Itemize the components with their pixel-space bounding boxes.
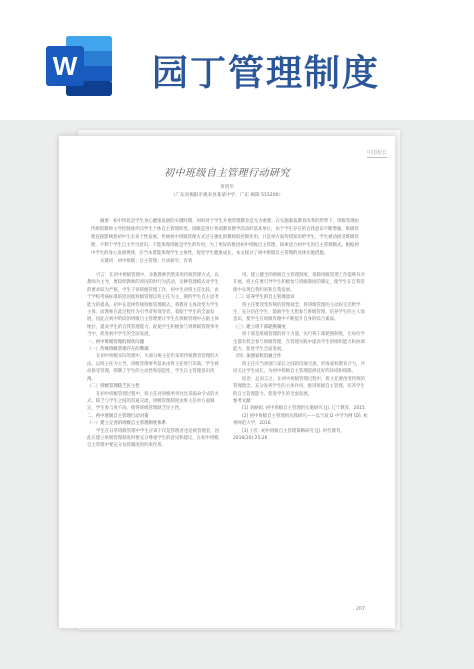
paragraph: 在初中班级实际管理中，大部分班主任仍采用传统教育管理的方法，以班主任为主导，班级管理事务基本由班主任进行决策，学生被动接受管理，抑制了学生的主动性和创造性，学生自主管理意识淡薄。 bbox=[87, 354, 219, 382]
paragraph: 引言：在初中班级管理中，多数教师仍然采用传统管理方式，以教师为主导，要较明教师的原因的时行为活动，这种管理模式对学生的要求较为严格，学生干预班级管理工作，初中生对班主任比较，由于学校考核标准的原因使班级管理以班主任为主，制约学生自主思考能力的提高，初中在选择传统班级管理模式，将教育主体改变为学生主体，而教师在此过程作为引导者和领导者，着眼于学生的全面发展，因此在初中阶段的班级自主管理要让学生在班级管理中占据主体地位，提高学生的自我管理能力，促使学生积极参与到班级管理事务当中，促进初中学生的全面发展。 bbox=[87, 273, 219, 338]
banner-title: 园丁管理制度 bbox=[152, 53, 381, 94]
paragraph: 用。建立健全的班级自主管理制度，保障班级管理工作能够有序开展。班主任要引导学生积极参与班级制度的制定，使学生在自我管理中实现自我约束和自我发展。 bbox=[233, 273, 365, 293]
references-heading: 参考文献： bbox=[233, 398, 255, 404]
abstract bbox=[91, 218, 363, 266]
conclusion: 结语：总而言之，在初中班级管理过程中，班主任要改变传统的管理理念，充分发挥学生的主体作用，推进班级自主管理，培养学生的自主管理能力，促进学生的全面发展。 bbox=[233, 376, 365, 397]
reference-item: [3] 王红. 初中班级自主管理策略研究 [J]. 时代教育，2016(20):25-26. bbox=[233, 428, 345, 441]
journal-tag: 中国校长 bbox=[366, 150, 387, 156]
section-heading: 二、初中班级自主管理行动对策 bbox=[87, 413, 149, 419]
paper-title: 初中班级自主管理行动研究 bbox=[164, 168, 290, 179]
paragraph: 在初中班级管理过程中，班主任对班级事务往往采取命令式的方式，缺乏与学生之间的沟通交流，班级管理制度由班主任单方面制定，学生参与度不高，使得班级管理缺乏民主性。 bbox=[87, 391, 219, 412]
paper-affiliation: （广东省揭阳市惠来县某某中学，广东 揭阳 515200） bbox=[170, 193, 284, 198]
page-number: 207 bbox=[355, 607, 365, 612]
left-column bbox=[87, 272, 223, 450]
abstract-text: 摘要：初中阶段是学生身心健康发展的关键时期，同时对于学生开展管理教育是尤为重要。在实施素质教育改革的形势下，班级管理由传统的教师主导控制逐步向学生个体自主管理转变。班级是进行各项教育教学活动的基本单位，由于学生存在的自我意识不断增强，班级管理直接影响着初中生未来个性发展。传统初中班级管理方式过分强化的教师的控制作用，只是单方面传授知识给学生，学生被动接受班级管理，不利于学生自主学习意识，不能体现班级是学生的作用，为了更好的推进初中班级自主管理，探索适合初中生的自主管理模式，根据初中学生的身心发展规律，应当本着能体现学生主体性，促进学生健康成长，本文探讨了初中班级自主管理的具体实施措施。 bbox=[91, 219, 360, 256]
paragraph: 班主任应当加强与家长之间的沟通交流，形成家校教育合力，共同关注学生成长，为初中班级自主管理提供良好的环境和保障。 bbox=[233, 361, 365, 375]
subsection-heading: （一）建立完善的班级自主管理制度体系 bbox=[87, 421, 167, 427]
subsection-heading: （一）传统班级管理存在的弊端 bbox=[87, 347, 149, 353]
right-column bbox=[233, 272, 369, 442]
document-page[interactable] bbox=[59, 136, 395, 628]
paragraph: 班干部是班级管理的骨干力量，实行班干部轮换制度，让每位学生都有机会参与班级管理，在管理实践中提高学生的组织能力和协调能力，促进学生全面发展。 bbox=[233, 332, 365, 353]
section-heading: 一、初中班级管理的现状问题 bbox=[87, 339, 145, 345]
paper-author: 黄明华 bbox=[220, 185, 234, 190]
svg-text:W: W bbox=[52, 51, 78, 81]
reference-item: [2] 初中班级自主管理的实践研究——以宁波 D 中学为例 [D]. 杭州师范大学，2016. bbox=[233, 413, 368, 427]
paragraph: 班主任要改变传统的管理观念，将班级管理的主动权交还给学生，充分信任学生，鼓励学生大胆参与班级管理，培养学生的主人翁意识，使学生在班级管理中不断提升自身的综合素质。 bbox=[233, 302, 365, 323]
subsection-heading: （四）加强家校沟通合作 bbox=[233, 354, 282, 360]
subsection-heading: （二）培养学生的自主管理意识 bbox=[233, 295, 295, 301]
subsection-heading: （二）班级管理缺乏民主性 bbox=[87, 384, 140, 390]
banner bbox=[0, 0, 474, 120]
reference-item: [1] 刘丽娟. 初中班级自主管理的实施研究 [J]. 辽宁教育，2015. bbox=[242, 406, 367, 412]
keywords: 关键词：初中班级；自主管理；行动研究；有效 bbox=[100, 259, 193, 264]
subsection-heading: （三）建立班干部轮换制度 bbox=[233, 324, 286, 330]
paragraph: 学生在日常班级管理中学生应该不仅是管理者也是被管理者，因此在建立班级管理制度时要充分尊重学生的意见和建议，在初中班级自主管理中要充分发挥制度的约束作用。 bbox=[87, 428, 219, 449]
word-icon bbox=[44, 32, 116, 100]
